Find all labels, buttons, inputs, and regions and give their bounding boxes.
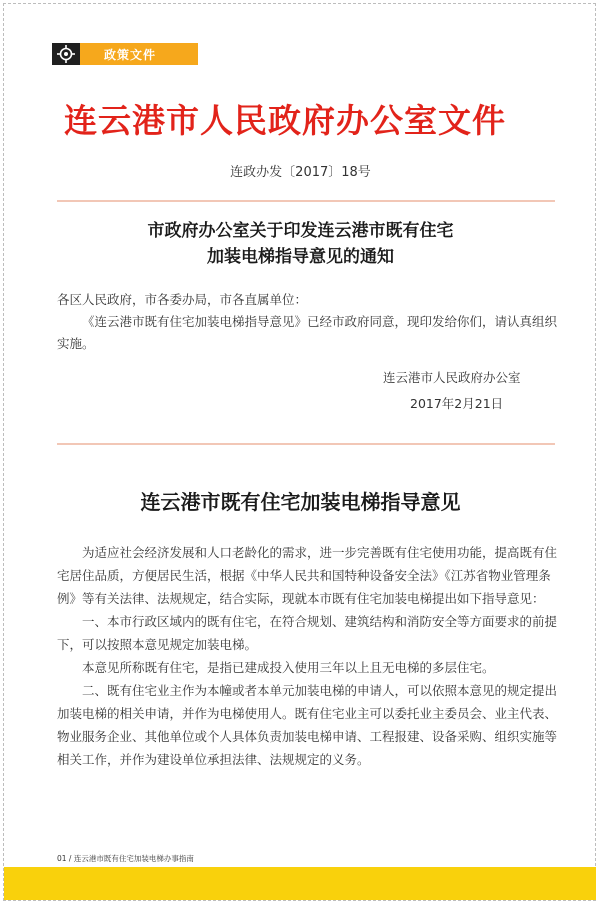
guide-paragraph: 一、本市行政区域内的既有住宅，在符合规划、建筑结构和消防安全等方面要求的前提下，可以按照本意见规定加装电梯。 xyxy=(57,614,558,652)
notice-date: 2017年2月21日 xyxy=(410,396,504,411)
divider xyxy=(57,443,555,445)
notice-body xyxy=(57,289,557,355)
notice-signer: 连云港市人民政府办公室 xyxy=(383,370,521,385)
issuer-title: 连云港市人民政府办公室文件 xyxy=(64,101,506,140)
section-tag-label: 政策文件 xyxy=(80,43,198,65)
divider xyxy=(57,200,555,202)
notice-title-line1: 市政府办公室关于印发连云港市既有住宅 xyxy=(147,221,454,241)
notice-salutation: 各区人民政府，市各委办局，市各直属单位： xyxy=(57,292,308,307)
guide-paragraph: 二、既有住宅业主作为本幢或者本单元加装电梯的申请人，可以依照本意见的规定提出加装电梯的相关申请，并作为电梯使用人。既有住宅业主可以委托业主委员会、业主代表、物业服务企业、其他单位或个人具体负责加装电梯申请、工程报建、设备采购、组织实施等相关工作，并作为建设单位承担法律、法规规定的义务。 xyxy=(57,683,558,767)
notice-title-line2: 加装电梯指导意见的通知 xyxy=(207,247,394,267)
document-number: 连政办发〔2017〕18号 xyxy=(230,165,371,180)
footer-band xyxy=(4,867,596,900)
guide-body xyxy=(57,541,557,771)
footer-caption: 01 / 连云港市既有住宅加装电梯办事指南 xyxy=(57,854,194,863)
guide-title: 连云港市既有住宅加装电梯指导意见 xyxy=(140,490,461,514)
section-tag xyxy=(52,43,198,65)
guide-paragraph: 为适应社会经济发展和人口老龄化的需求，进一步完善既有住宅使用功能，提高既有住宅居住品质，方便居民生活，根据《中华人民共和国特种设备安全法》《江苏省物业管理条例》等有关法律、法规规定，结合实际，现就本市既有住宅加装电梯提出如下指导意见： xyxy=(57,545,558,606)
notice-title xyxy=(0,218,601,270)
notice-paragraph: 《连云港市既有住宅加装电梯指导意见》已经市政府同意，现印发给你们，请认真组织实施。 xyxy=(57,314,558,351)
crosshair-icon xyxy=(52,43,80,65)
guide-paragraph: 本意见所称既有住宅，是指已建成投入使用三年以上且无电梯的多层住宅。 xyxy=(82,660,495,675)
